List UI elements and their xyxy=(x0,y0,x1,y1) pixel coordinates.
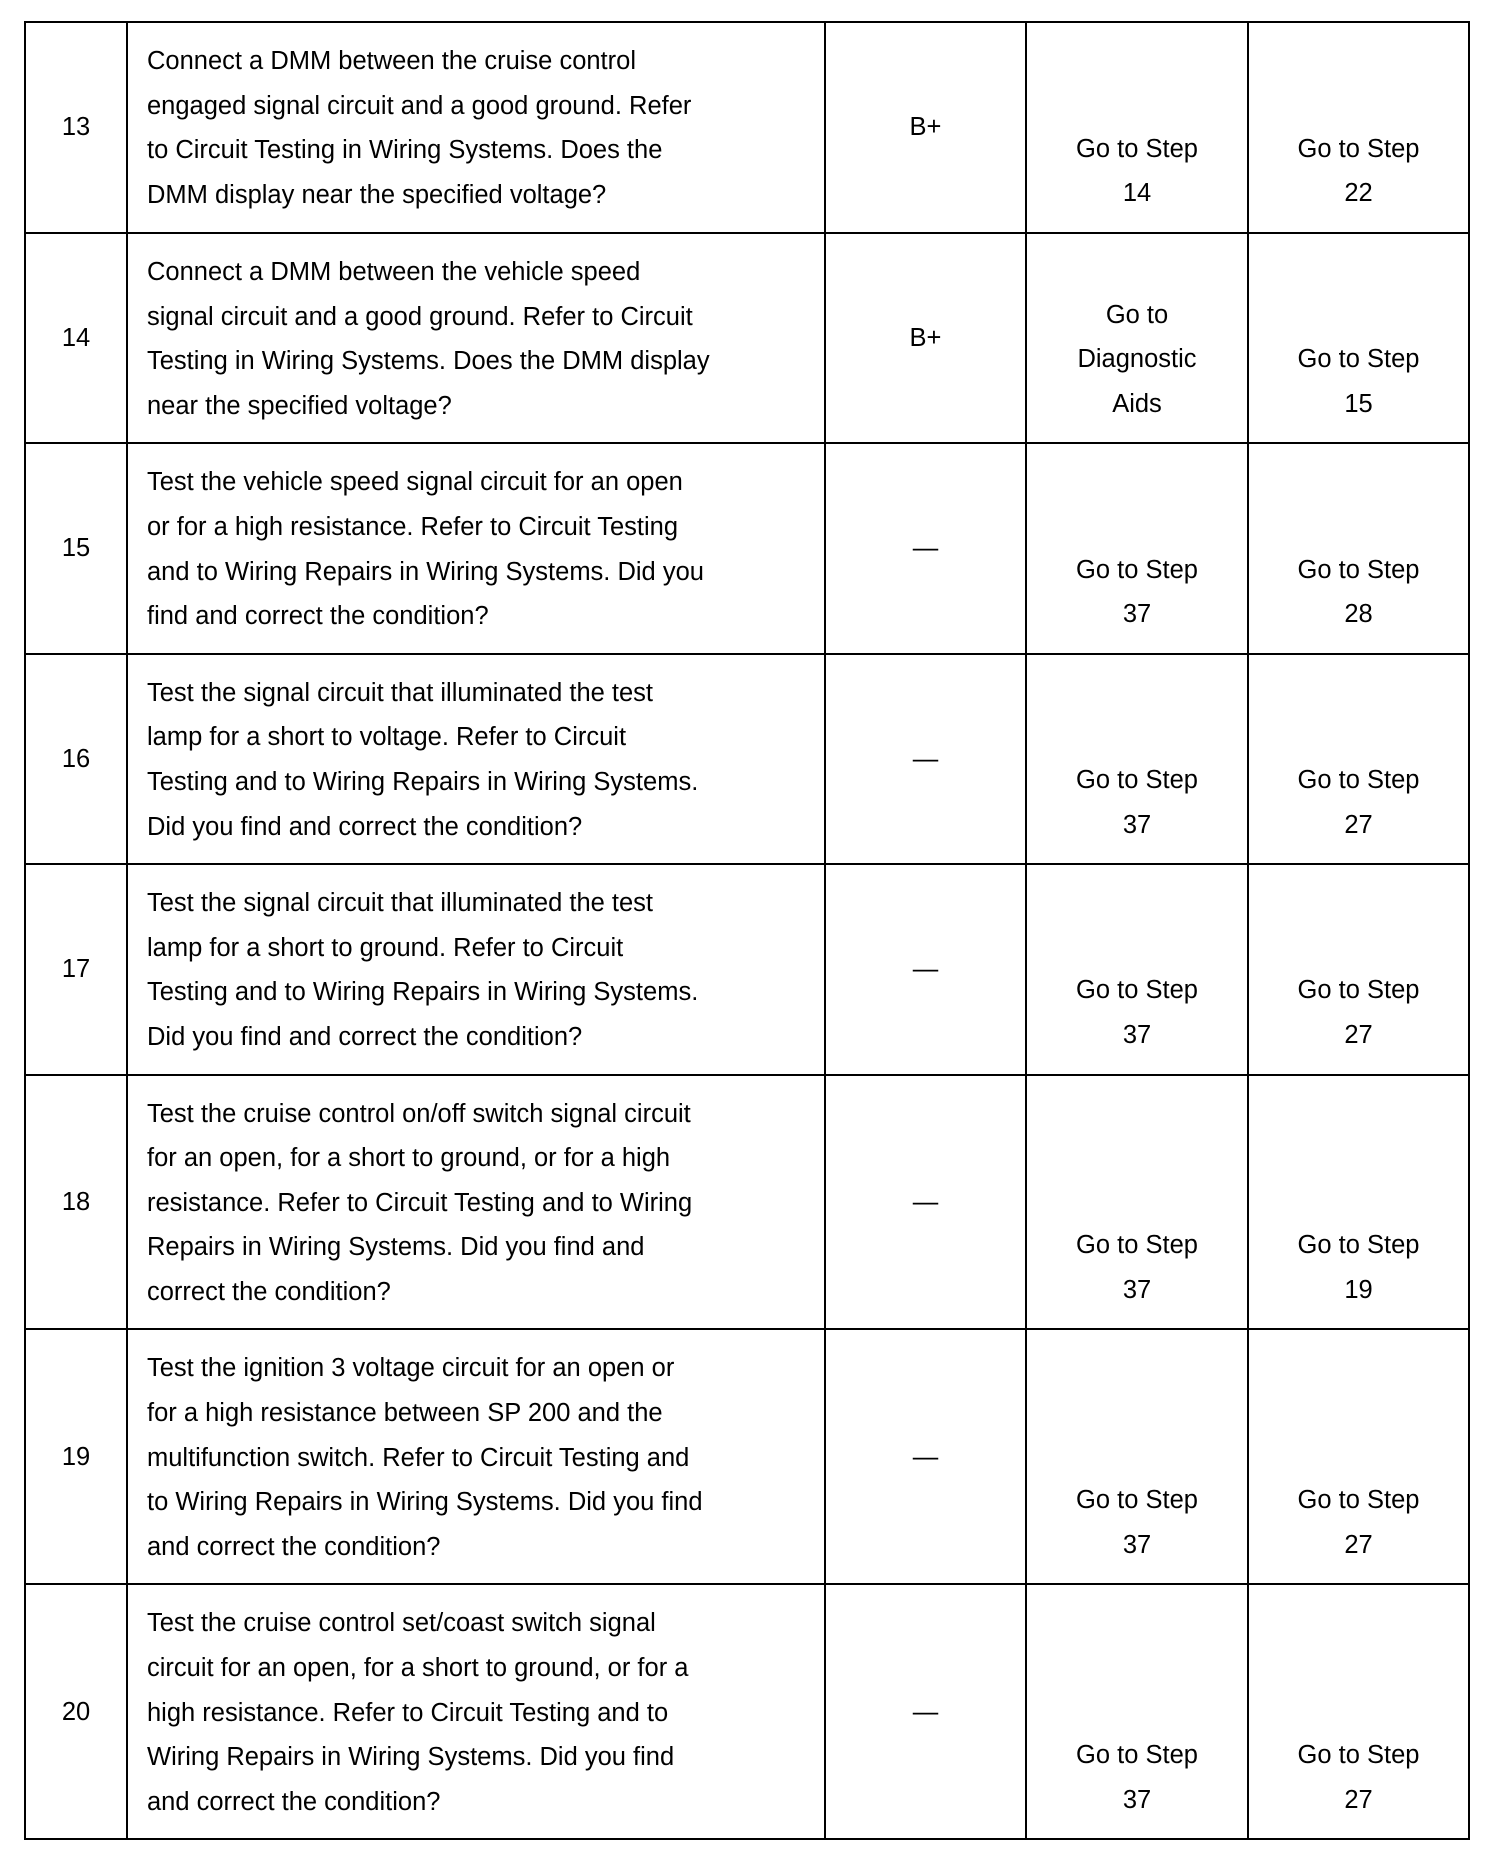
yes-result-line: Go to Step xyxy=(1076,1486,1198,1515)
step-number: 15 xyxy=(25,443,127,653)
yes-result-line: 37 xyxy=(1122,1785,1152,1814)
yes-result-line: Go to Step xyxy=(1076,1741,1198,1770)
yes-result-line: 14 xyxy=(1122,179,1152,208)
yes-result-line: 37 xyxy=(1122,1530,1152,1559)
step-action xyxy=(127,1329,825,1584)
step-action-line: near the specified voltage? xyxy=(147,391,452,420)
step-action xyxy=(127,233,825,443)
step-value: — xyxy=(825,1329,1026,1584)
step-action-line: lamp for a short to voltage. Refer to Circuit xyxy=(147,723,627,752)
yes-result-line: Go to Step xyxy=(1076,976,1198,1005)
yes-result-line: Go to Step xyxy=(1076,1231,1198,1260)
step-action-line: and correct the condition? xyxy=(147,1787,441,1816)
no-result xyxy=(1248,233,1469,443)
step-action-line: to Circuit Testing in Wiring Systems. Does the xyxy=(147,136,663,165)
no-result-line: 27 xyxy=(1344,1785,1373,1814)
step-action xyxy=(127,654,825,864)
step-action-line: Test the signal circuit that illuminated the test xyxy=(147,678,654,707)
step-action-line: Wiring Repairs in Wiring Systems. Did you find xyxy=(147,1743,675,1772)
yes-result xyxy=(1026,654,1248,864)
yes-result-line: 37 xyxy=(1122,600,1152,629)
step-action-line: Test the signal circuit that illuminated the test xyxy=(147,889,654,918)
step-action-line: Test the ignition 3 voltage circuit for an open or xyxy=(147,1354,675,1383)
step-action-line: Connect a DMM between the cruise control xyxy=(147,47,636,75)
step-action-line: or for a high resistance. Refer to Circuit Testing xyxy=(147,512,679,541)
no-result-line: 27 xyxy=(1344,1020,1373,1049)
step-number: 14 xyxy=(25,233,127,443)
step-value: — xyxy=(825,443,1026,653)
no-result-line: Go to Step xyxy=(1297,1486,1420,1515)
step-action-line: for an open, for a short to ground, or for a high xyxy=(147,1144,671,1173)
step-action-line: Connect a DMM between the vehicle speed xyxy=(147,258,641,286)
yes-result-line: 37 xyxy=(1122,810,1152,839)
no-result-line: Go to Step xyxy=(1297,555,1420,584)
step-number: 20 xyxy=(25,1584,127,1839)
step-value: — xyxy=(825,654,1026,864)
step-action-line: and to Wiring Repairs in Wiring Systems. Did you xyxy=(147,557,704,586)
step-action-line: signal circuit and a good ground. Refer to Circuit xyxy=(147,302,693,331)
no-result-line: 27 xyxy=(1344,1530,1373,1559)
yes-result-line: Go to xyxy=(1105,300,1169,329)
step-action-line: Test the vehicle speed signal circuit for an open xyxy=(147,468,683,497)
no-result xyxy=(1248,443,1469,653)
table-row xyxy=(25,233,1469,443)
no-result xyxy=(1248,1329,1469,1584)
step-action-line: and correct the condition? xyxy=(147,1532,441,1561)
yes-result-line: Go to Step xyxy=(1076,555,1198,584)
no-result xyxy=(1248,1075,1469,1330)
table-row xyxy=(25,1329,1469,1584)
yes-result xyxy=(1026,22,1248,233)
step-value: B+ xyxy=(825,22,1026,233)
step-action-line: multifunction switch. Refer to Circuit Testing and xyxy=(147,1443,690,1472)
step-action-line: high resistance. Refer to Circuit Testing and to xyxy=(147,1698,669,1727)
step-number: 13 xyxy=(25,22,127,233)
no-result xyxy=(1248,1584,1469,1839)
step-action xyxy=(127,1584,825,1839)
step-number: 16 xyxy=(25,654,127,864)
step-action xyxy=(127,1075,825,1330)
yes-result xyxy=(1026,233,1248,443)
diagnostic-steps-table xyxy=(24,21,1470,1840)
no-result-line: Go to Step xyxy=(1297,134,1420,163)
no-result xyxy=(1248,22,1469,233)
step-action-line: Test the cruise control set/coast switch signal xyxy=(147,1609,656,1638)
no-result-line: Go to Step xyxy=(1297,765,1420,794)
no-result-line: Go to Step xyxy=(1297,976,1420,1005)
yes-result xyxy=(1026,1584,1248,1839)
table-row xyxy=(25,443,1469,653)
step-action-line: resistance. Refer to Circuit Testing and to Wiring xyxy=(147,1188,693,1217)
yes-result-line: 37 xyxy=(1122,1275,1152,1304)
table-row xyxy=(25,1075,1469,1330)
no-result-line: 28 xyxy=(1344,600,1373,629)
step-action-line: to Wiring Repairs in Wiring Systems. Did you find xyxy=(147,1488,703,1517)
table-row xyxy=(25,864,1469,1074)
yes-result xyxy=(1026,443,1248,653)
yes-result-line: 37 xyxy=(1122,1020,1152,1049)
step-number: 17 xyxy=(25,864,127,1074)
yes-result-line: Go to Step xyxy=(1076,765,1198,794)
step-action-line: Did you find and correct the condition? xyxy=(147,1022,583,1051)
step-value: — xyxy=(825,864,1026,1074)
no-result xyxy=(1248,864,1469,1074)
no-result-line: Go to Step xyxy=(1297,1741,1420,1770)
step-action-line: lamp for a short to ground. Refer to Circuit xyxy=(147,933,624,962)
no-result-line: 19 xyxy=(1344,1275,1373,1304)
no-result-line: 22 xyxy=(1344,179,1373,208)
step-action-line: Did you find and correct the condition? xyxy=(147,812,583,841)
yes-result xyxy=(1026,1329,1248,1584)
yes-result-line: Go to Step xyxy=(1076,134,1198,163)
step-action-line: Testing in Wiring Systems. Does the DMM display xyxy=(147,347,710,376)
no-result xyxy=(1248,654,1469,864)
step-value: B+ xyxy=(825,233,1026,443)
step-action-line: find and correct the condition? xyxy=(147,602,489,631)
step-action xyxy=(127,22,825,233)
step-number: 18 xyxy=(25,1075,127,1330)
step-action-line: correct the condition? xyxy=(147,1277,391,1306)
step-action-line: for a high resistance between SP 200 and the xyxy=(147,1399,663,1428)
no-result-line: 27 xyxy=(1344,810,1373,839)
step-action xyxy=(127,864,825,1074)
step-action-line: Repairs in Wiring Systems. Did you find and xyxy=(147,1233,645,1262)
yes-result-line: Diagnostic xyxy=(1077,345,1197,374)
step-action-line: circuit for an open, for a short to ground, or for a xyxy=(147,1654,689,1683)
step-value: — xyxy=(825,1075,1026,1330)
step-action-line: Testing and to Wiring Repairs in Wiring Systems. xyxy=(147,767,699,796)
no-result-line: 15 xyxy=(1344,389,1373,418)
yes-result xyxy=(1026,1075,1248,1330)
no-result-line: Go to Step xyxy=(1297,1231,1420,1260)
table-row xyxy=(25,22,1469,233)
step-number: 19 xyxy=(25,1329,127,1584)
step-action xyxy=(127,443,825,653)
no-result-line: Go to Step xyxy=(1297,345,1420,374)
step-value: — xyxy=(825,1584,1026,1839)
yes-result-line: Aids xyxy=(1112,389,1162,418)
table-body xyxy=(25,22,1469,1839)
step-action-line: Testing and to Wiring Repairs in Wiring Systems. xyxy=(147,978,699,1007)
step-action-line: engaged signal circuit and a good ground. Refer xyxy=(147,91,692,120)
step-action-line: Test the cruise control on/off switch signal circuit xyxy=(147,1099,691,1128)
yes-result xyxy=(1026,864,1248,1074)
table-row xyxy=(25,654,1469,864)
table-row xyxy=(25,1584,1469,1839)
step-action-line: DMM display near the specified voltage? xyxy=(147,180,607,209)
